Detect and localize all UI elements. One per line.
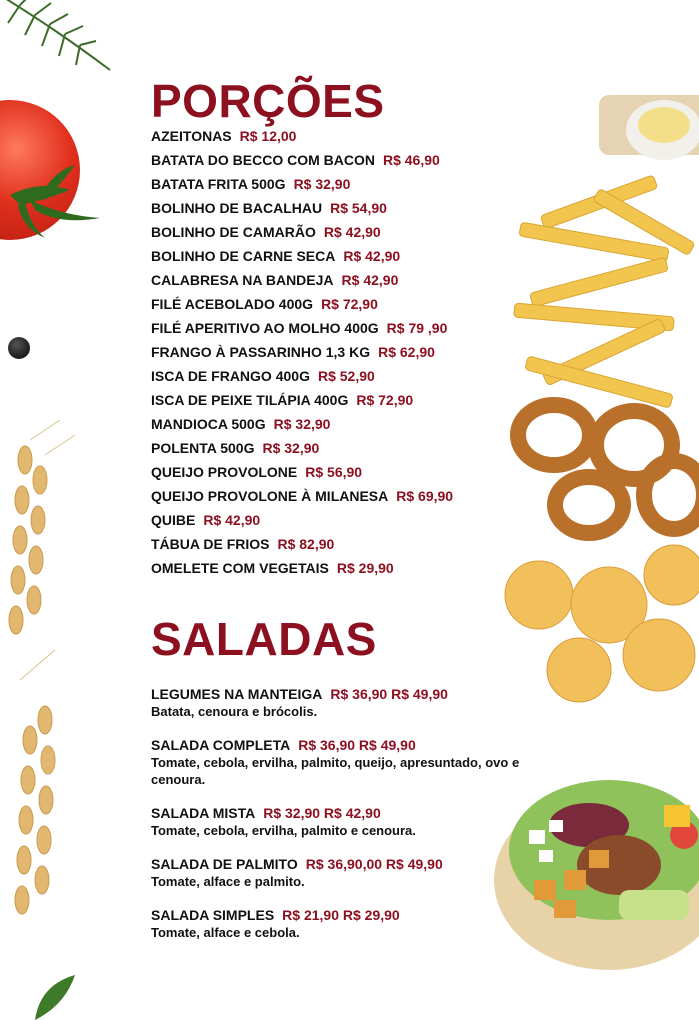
menu-item-name: QUEIJO PROVOLONE À MILANESA	[151, 488, 389, 504]
salad-item-price: R$ 36,90 R$ 49,90	[330, 686, 448, 702]
menu-item	[151, 320, 453, 344]
menu-item-price: R$ 52,90	[317, 368, 375, 384]
wheat-stalks-image	[0, 420, 80, 1000]
salad-item-price: R$ 36,90 R$ 49,90	[298, 737, 416, 753]
menu-item-name: FILÉ APERITIVO AO MOLHO 400G	[151, 320, 379, 336]
salad-item-header	[151, 856, 531, 873]
menu-item	[151, 248, 453, 272]
menu-item-name: BOLINHO DE CARNE SECA	[151, 248, 336, 264]
salad-item-description: Tomate, cebola, ervilha, palmito, queijo, apresuntado, ovo e cenoura.	[151, 755, 520, 787]
menu-item	[151, 416, 453, 440]
menu-item-price: R$ 42,90	[323, 224, 381, 240]
porcoes-list	[151, 128, 453, 584]
menu-item-name: FILÉ ACEBOLADO 400G	[151, 296, 314, 312]
menu-item-name: BATATA DO BECCO COM BACON	[151, 152, 375, 168]
menu-item	[151, 296, 453, 320]
salad-item-name: SALADA COMPLETA	[151, 737, 291, 753]
menu-item-price: R$ 12,00	[239, 128, 297, 144]
menu-item	[151, 512, 453, 536]
salad-item-description: Tomate, alface e cebola.	[151, 925, 300, 940]
menu-item-price: R$ 42,90	[203, 512, 261, 528]
salad-item	[151, 805, 531, 839]
menu-item-name: ISCA DE PEIXE TILÁPIA 400G	[151, 392, 349, 408]
menu-item-price: R$ 42,90	[341, 272, 399, 288]
menu-item	[151, 344, 453, 368]
menu-item-price: R$ 62,90	[378, 344, 435, 360]
menu-item-price: R$ 54,90	[330, 200, 387, 216]
salad-item	[151, 686, 531, 720]
salad-item-header	[151, 805, 531, 822]
salad-item-description: Tomate, cebola, ervilha, palmito e cenoura.	[151, 823, 416, 838]
section-title-porcoes: PORÇÕES	[151, 75, 385, 127]
menu-item	[151, 560, 453, 584]
menu-item-price: R$ 42,90	[343, 248, 401, 264]
menu-item	[151, 224, 453, 248]
menu-item	[151, 536, 453, 560]
menu-item	[151, 272, 453, 296]
menu-item-price: R$ 29,90	[336, 560, 394, 576]
menu-item-price: R$ 69,90	[396, 488, 454, 504]
salad-item	[151, 856, 531, 890]
salad-item-price: R$ 36,90,00 R$ 49,90	[305, 856, 443, 872]
menu-item	[151, 488, 453, 512]
menu-item-name: BATATA FRITA 500G	[151, 176, 286, 192]
menu-item-price: R$ 72,90	[321, 296, 378, 312]
section-title-saladas: SALADAS	[151, 613, 377, 665]
menu-item-name: TÁBUA DE FRIOS	[151, 536, 270, 552]
salad-item-price: R$ 21,90 R$ 29,90	[282, 907, 400, 923]
menu-item-price: R$ 46,90	[382, 152, 440, 168]
menu-item	[151, 368, 453, 392]
salad-item-name: SALADA DE PALMITO	[151, 856, 298, 872]
menu-item-price: R$ 56,90	[305, 464, 363, 480]
salad-item	[151, 737, 531, 788]
menu-item-price: R$ 79 ,90	[386, 320, 448, 336]
menu-item	[151, 440, 453, 464]
menu-item	[151, 464, 453, 488]
menu-item-price: R$ 72,90	[356, 392, 414, 408]
salad-item-name: SALADA MISTA	[151, 805, 256, 821]
menu-item-name: OMELETE COM VEGETAIS	[151, 560, 329, 576]
salad-item-name: SALADA SIMPLES	[151, 907, 275, 923]
salad-item-description: Batata, cenoura e brócolis.	[151, 704, 318, 719]
tomato-stem-image	[0, 160, 110, 240]
menu-item-name: MANDIOCA 500G	[151, 416, 266, 432]
menu-item-price: R$ 32,90	[273, 416, 331, 432]
menu-item-name: CALABRESA NA BANDEJA	[151, 272, 334, 288]
menu-item-name: BOLINHO DE CAMARÃO	[151, 224, 316, 240]
menu-item-name: ISCA DE FRANGO 400G	[151, 368, 310, 384]
salad-item-header	[151, 686, 531, 703]
menu-item	[151, 128, 453, 152]
fries-and-onion-rings-image	[499, 95, 699, 720]
menu-item-name: BOLINHO DE BACALHAU	[151, 200, 323, 216]
menu-item	[151, 392, 453, 416]
salad-item-header	[151, 737, 531, 754]
salad-item	[151, 907, 531, 941]
salad-item-description: Tomate, alface e palmito.	[151, 874, 305, 889]
salad-item-price: R$ 32,90 R$ 42,90	[263, 805, 381, 821]
saladas-list	[151, 686, 531, 958]
herb-sprig-image	[0, 0, 150, 80]
menu-item-name: AZEITONAS	[151, 128, 232, 144]
leaf-image	[30, 975, 80, 1020]
menu-item-name: FRANGO À PASSARINHO 1,3 KG	[151, 344, 371, 360]
menu-item-price: R$ 32,90	[293, 176, 351, 192]
menu-item-name: QUIBE	[151, 512, 196, 528]
menu-item-name: POLENTA 500G	[151, 440, 255, 456]
menu-item	[151, 200, 453, 224]
menu-item-name: QUEIJO PROVOLONE	[151, 464, 298, 480]
menu-item	[151, 176, 453, 200]
menu-item-price: R$ 32,90	[262, 440, 320, 456]
peppercorn-image	[8, 337, 30, 359]
menu-item-price: R$ 82,90	[277, 536, 335, 552]
salad-item-header	[151, 907, 531, 924]
menu-item	[151, 152, 453, 176]
salad-item-name: LEGUMES NA MANTEIGA	[151, 686, 323, 702]
